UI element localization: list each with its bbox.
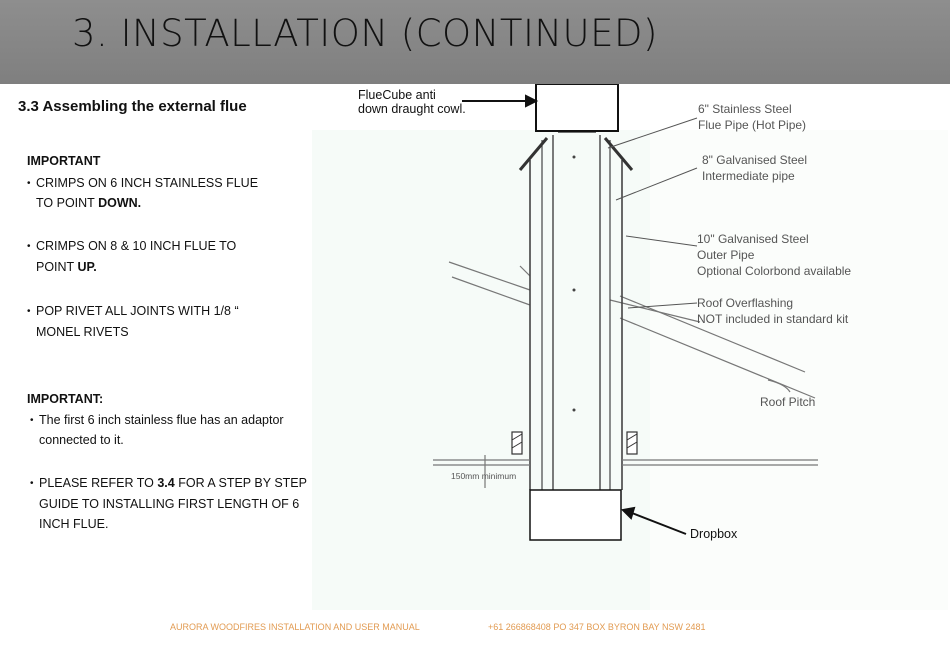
adaptor-line2: connected to it. [39, 433, 124, 447]
label-roof-pitch: Roof Pitch [760, 395, 816, 409]
important-heading: IMPORTANT [27, 154, 101, 168]
header-bar [0, 0, 950, 84]
label-8in-pipe: 8" Galvanised Steel Intermediate pipe [702, 153, 807, 183]
crimp-6in-line2: TO POINT DOWN. [36, 196, 142, 210]
label-overflashing: Roof Overflashing NOT included in standard kit [697, 296, 849, 326]
rivet-line2: MONEL RIVETS [36, 325, 129, 339]
refer-line2: GUIDE TO INSTALLING FIRST LENGTH OF 6 [39, 497, 300, 511]
section-title: 3.3 Assembling the external flue [18, 98, 247, 115]
refer-line3: INCH FLUE. [39, 517, 109, 531]
important-heading-2: IMPORTANT: [27, 392, 104, 406]
bullet-icon: • [27, 241, 31, 252]
footer-contact: +61 266868408 PO 347 BOX BYRON BAY NSW 2481 [488, 622, 706, 632]
crimp-6in-line1: CRIMPS ON 6 INCH STAINLESS FLUE [36, 176, 259, 190]
flue-diagram [310, 84, 950, 614]
adaptor-line1: The first 6 inch stainless flue has an adaptor [39, 413, 284, 427]
bullet-icon: • [30, 415, 34, 426]
refer-line1: PLEASE REFER TO 3.4 FOR A STEP BY STEP [39, 476, 307, 490]
dropbox-label: Dropbox [690, 527, 738, 541]
crimp-8in-line2: POINT UP. [36, 260, 97, 274]
crimp-8in-line1: CRIMPS ON 8 & 10 INCH FLUE TO [36, 239, 237, 253]
cowl-label: FlueCube anti down draught cowl. [358, 88, 466, 116]
bullet-icon: • [27, 178, 31, 189]
label-6in-pipe: 6" Stainless Steel Flue Pipe (Hot Pipe) [698, 102, 807, 132]
label-10in-pipe: 10" Galvanised Steel Outer Pipe Optional Colorbond available [697, 232, 852, 278]
footer-manual: AURORA WOODFIRES INSTALLATION AND USER MANUAL [170, 622, 420, 632]
bullet-icon: • [30, 478, 34, 489]
bullet-icon: • [27, 306, 31, 317]
page-title: 3. INSTALLATION (CONTINUED) [72, 12, 658, 55]
rivet-line1: POP RIVET ALL JOINTS WITH 1/8 “ [36, 304, 239, 318]
label-minimum: 150mm minimum [451, 471, 517, 481]
